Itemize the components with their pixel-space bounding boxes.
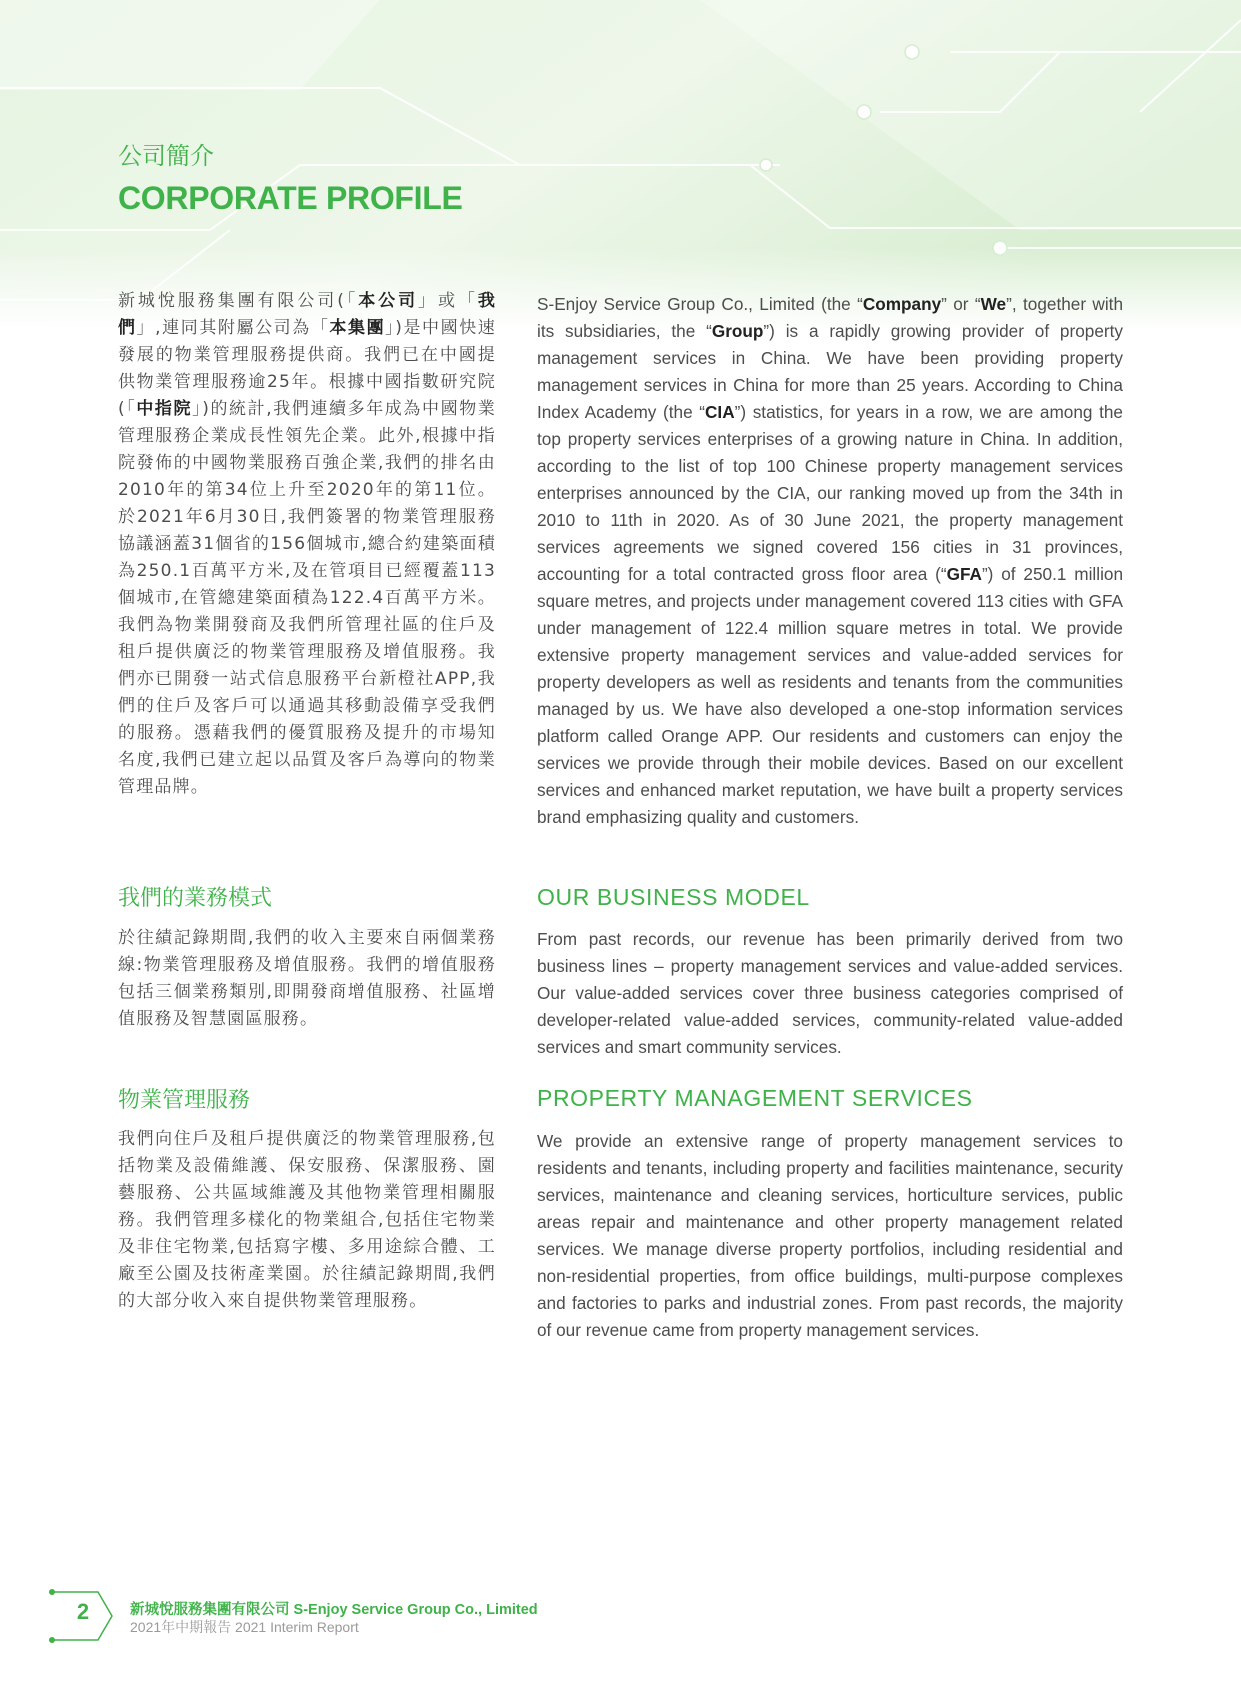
- footer-report-title: 2021年中期報告 2021 Interim Report: [130, 1619, 359, 1635]
- page-number: 2: [76, 1599, 90, 1624]
- page-title-english: CORPORATE PROFILE: [118, 180, 463, 216]
- property-management-heading-english: PROPERTY MANAGEMENT SERVICES: [537, 1085, 973, 1111]
- page-title-chinese: 公司簡介: [118, 142, 214, 170]
- footer-company-name: 新城悅服務集團有限公司 S-Enjoy Service Group Co., Limited: [130, 1602, 538, 1618]
- property-management-paragraph-chinese: 我們向住戶及租戶提供廣泛的物業管理服務,包括物業及設備維護、保安服務、保潔服務、園藝服務、公共區域維護及其他物業管理相關服務。我們管理多樣化的物業組合,包括住宅物業及非住宅物業,包括寫字樓、多用途綜合體、工廠至公園及技術產業園。於往績記錄期間,我們的大部分收入來自提供物業管理服務。: [118, 1129, 496, 1311]
- property-management-heading-chinese: 物業管理服務: [118, 1088, 251, 1113]
- business-model-heading-english: OUR BUSINESS MODEL: [537, 884, 810, 910]
- business-model-paragraph-chinese: 於往績記錄期間,我們的收入主要來自兩個業務線:物業管理服務及增值服務。我們的增值服務包括三個業務類別,即開發商增值服務、社區增值服務及智慧園區服務。: [118, 928, 496, 1029]
- business-model-heading-chinese: 我們的業務模式: [118, 886, 273, 911]
- property-management-paragraph-english: We provide an extensive range of property management services to residents and tenants, including property and facilities maintenance, security services, maintenance and cleaning services, horticulture services, public areas repair and maintenance and other property management related services. We manage diverse property portfolios, including residential and non-residential properties, from office buildings, multi-purpose complexes and factories to parks and industrial zones. From past records, the majority of our revenue came from property management services.: [537, 1131, 1123, 1340]
- intro-paragraph-english: S-Enjoy Service Group Co., Limited (the “Company” or “We”, together with its subsidiaries, the “Group”) is a rapidly growing provider of property management services in China. We have been providing property management services in China for more than 25 years. According to China Index Academy (the “CIA”) statistics, for years in a row, we are among the top property services enterprises of a growing nature in China. In addition, according to the list of top 100 Chinese property management services enterprises announced by the CIA, our ranking moved up from the 34th in 2010 to 11th in 2020. As of 30 June 2021, the property management services agreements we signed covered 156 cities in 31 provinces, accounting for a total contracted gross floor area (“GFA”) of 250.1 million square metres, and projects under management covered 113 cities with GFA under management of 122.4 million square metres in total. We provide extensive property management services and value-added services for property developers as well as residents and tenants from the communities managed by us. We have also developed a one-stop information services platform called Orange APP. Our residents and customers can enjoy the services we provide through their mobile devices. Based on our excellent services and enhanced market reputation, we have built a property services brand emphasizing quality and customers.: [537, 294, 1124, 827]
- business-model-paragraph-english: From past records, our revenue has been primarily derived from two business lines – property management services and value-added services. Our value-added services cover three business categories comprised of developer-related value-added services, community-related value-added services and smart community services.: [537, 929, 1123, 1057]
- intro-paragraph-chinese: 新城悅服務集團有限公司(「本公司」或「我們」,連同其附屬公司為「本集團」)是中國快速發展的物業管理服務提供商。我們已在中國提供物業管理服務逾25年。根據中國指數研究院(「中指院」)的統計,我們連續多年成為中國物業管理服務企業成長性領先企業。此外,根據中指院發佈的中國物業服務百強企業,我們的排名由2010年的第34位上升至2020年的第11位。於2021年6月30日,我們簽署的物業管理服務協議涵蓋31個省的156個城市,總合約建築面積為250.1百萬平方米,及在管項目已經覆蓋113個城市,在管總建築面積為122.4百萬平方米。我們為物業開發商及我們所管理社區的住戶及租戶提供廣泛的物業管理服務及增值服務。我們亦已開發一站式信息服務平台新橙社APP,我們的住戶及客戶可以通過其移動設備享受我們的服務。憑藉我們的優質服務及提升的市場知名度,我們已建立起以品質及客戶為導向的物業管理品牌。: [118, 291, 497, 797]
